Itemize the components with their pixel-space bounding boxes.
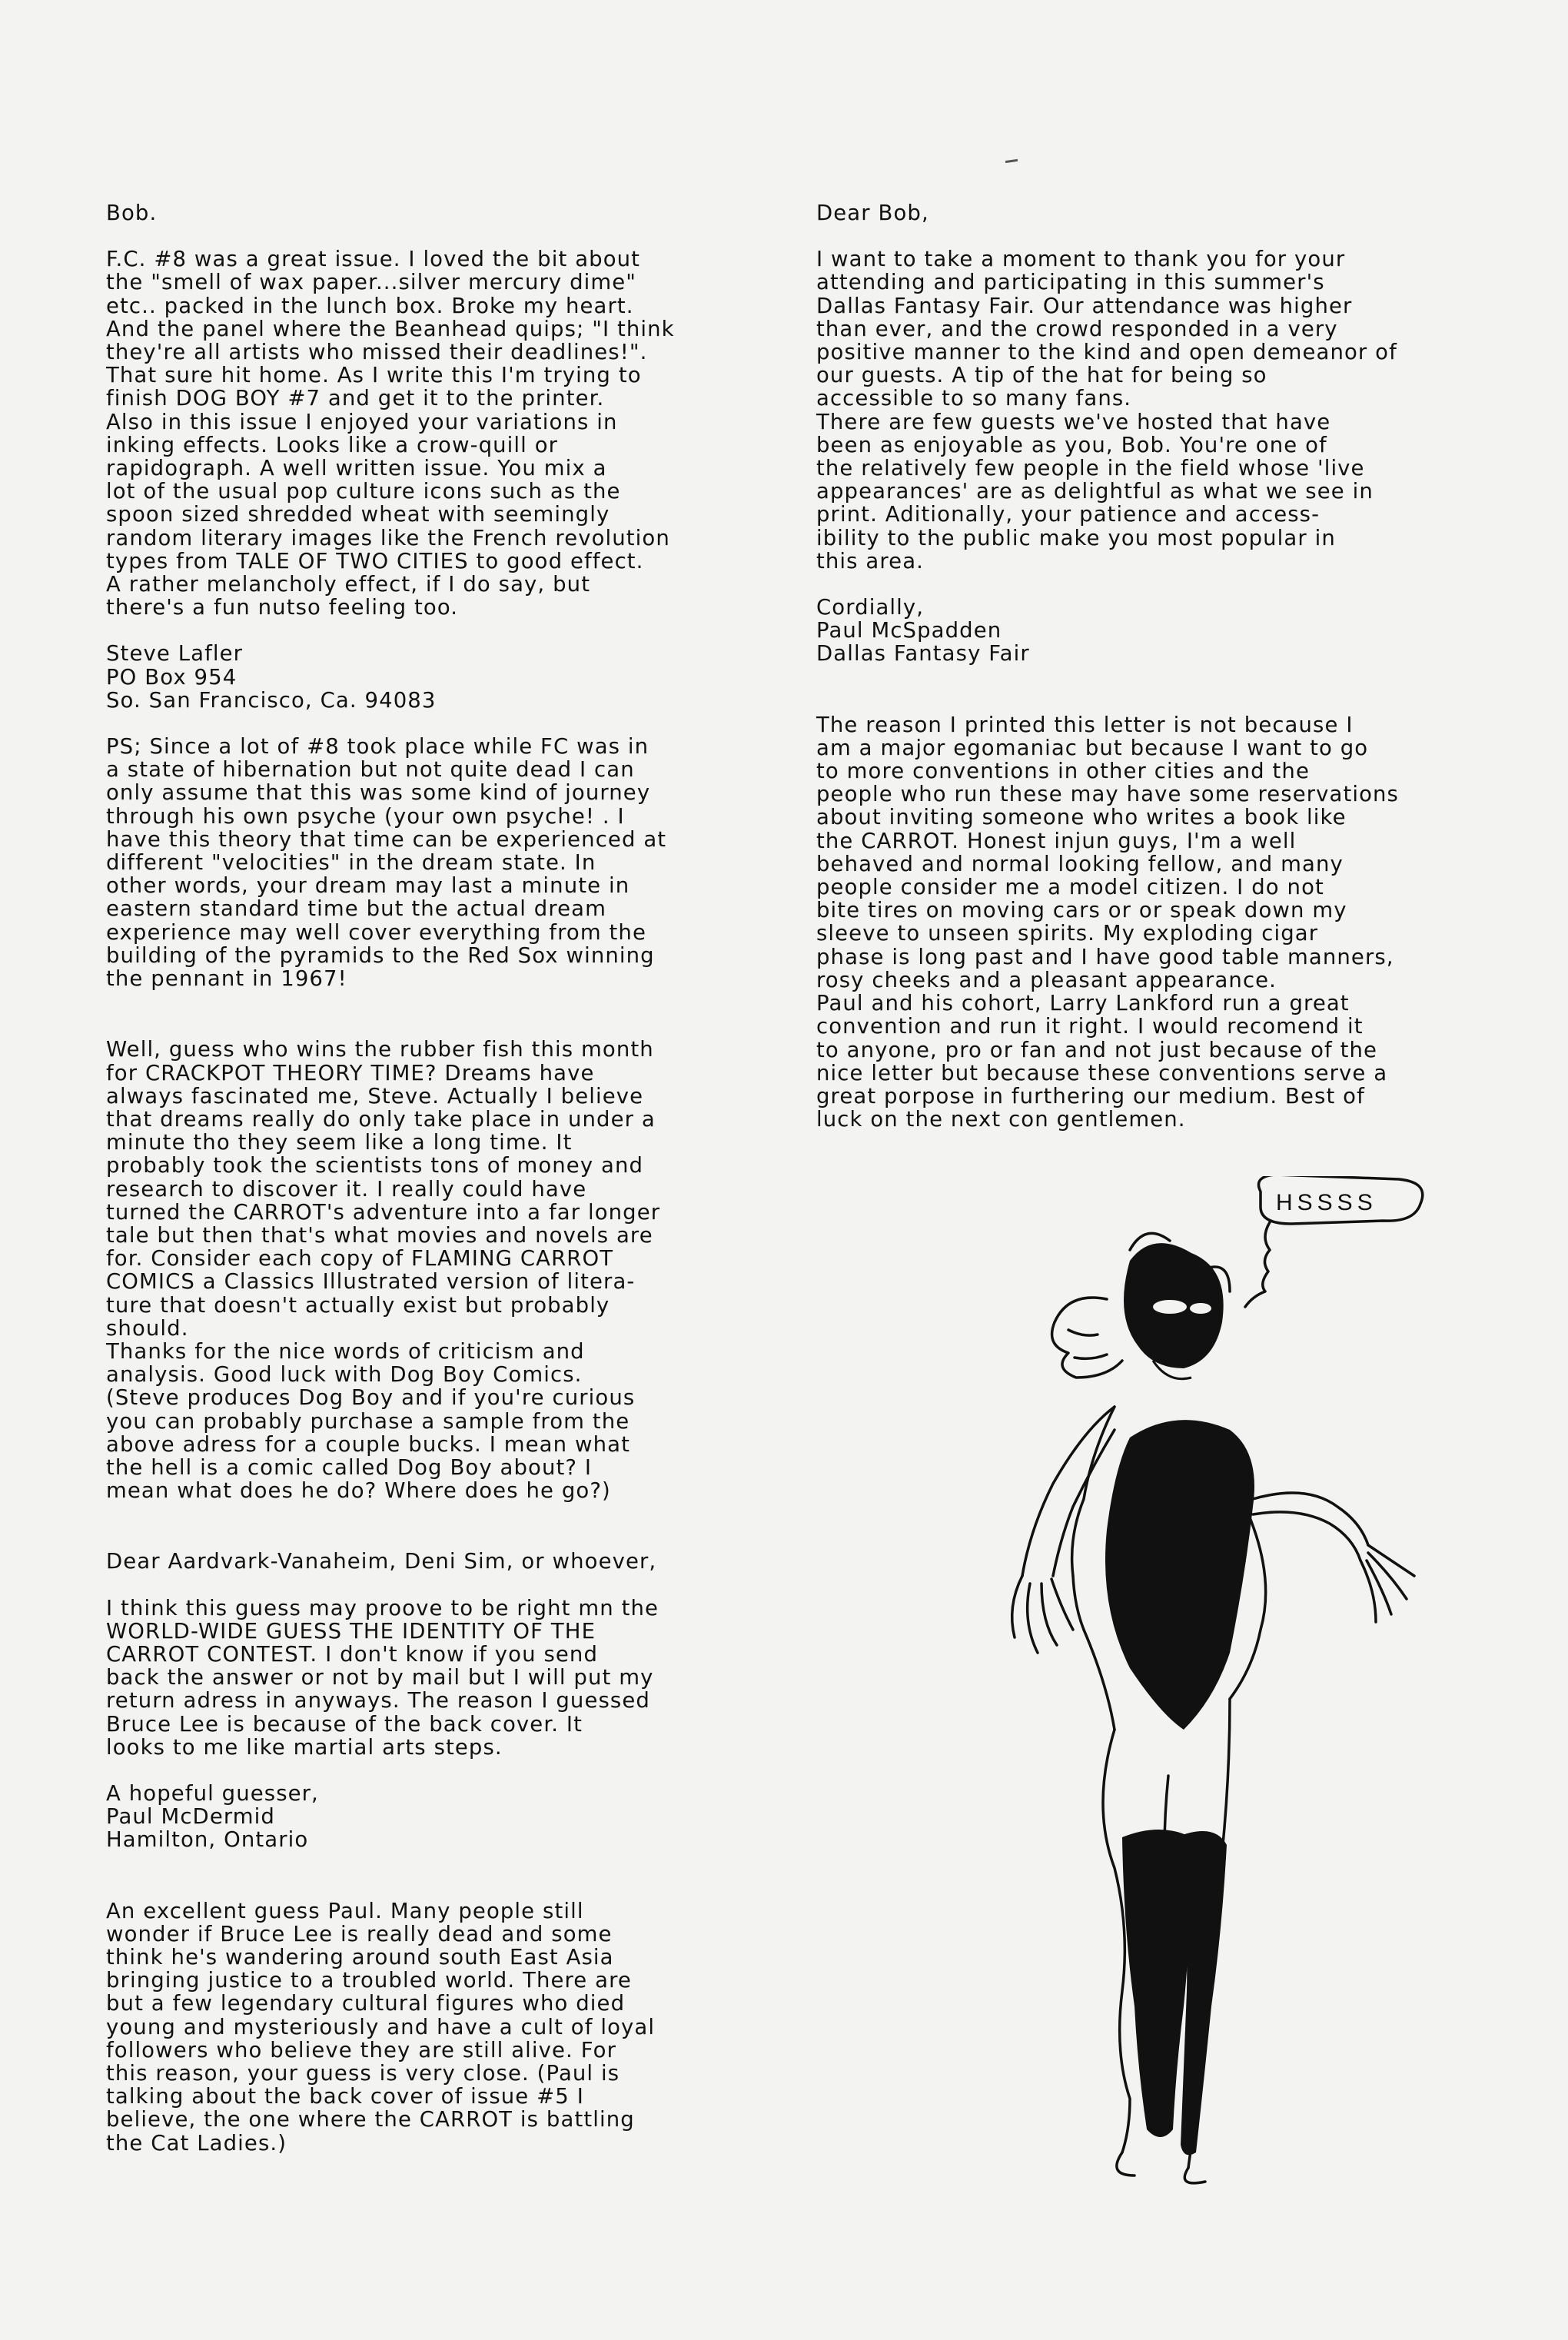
text-line: minute tho they seem like a long time. It [106,1130,573,1155]
signature [106,1782,736,1852]
text-line: always fascinated me, Steve. Actually I believe [106,1083,644,1109]
text-line: tale but then that's what movies and novels are [106,1222,653,1248]
text-line: but a few legendary cultural figures who died [106,1991,626,2016]
text-line: types from TALE OF TWO CITIES to good effect. [106,548,644,573]
salutation: Dear Aardvark-Vanaheim, Deni Sim, or whoever, [106,1549,657,1574]
text-line: research to discover it. I really could have [106,1176,587,1202]
text-line: think he's wandering around south East Asia [106,1945,614,1969]
text-line: people consider me a model citizen. I do not [816,875,1324,900]
text-line: been as enjoyable as you, Bob. You're one of [816,432,1327,457]
text-line: print. Aditionally, your patience and access- [816,502,1321,527]
text-line: nice letter but because these conventions serve a [816,1060,1388,1085]
text-line: random literary images like the French revolution [106,525,670,550]
right-column [816,201,1447,1131]
text-line: our guests. A tip of the hat for being so [816,363,1267,388]
text-line: back the answer or not by mail but I will put my [106,1665,654,1690]
text-line: wonder if Bruce Lee is really dead and some [106,1921,613,1946]
text-line: rosy cheeks and a pleasant appearance. [816,967,1277,992]
text-line: convention and run it right. I would recomend it [816,1014,1364,1039]
text-line: ibility to the public make you most popular in [816,525,1336,550]
text-line: through his own psyche (your own psyche! . I [106,803,625,829]
signature-line: PO Box 954 [106,664,238,690]
text-line: positive manner to the kind and open demeanor of [816,340,1397,365]
text-line: Paul and his cohort, Larry Lankford run a great [816,991,1350,1016]
text-line: believe, the one where the CARROT is battling [106,2107,635,2132]
text-line: followers who believe they are still alive. For [106,2037,617,2062]
text-line: talking about the back cover of issue #5 I [106,2084,584,2109]
stray-mark [1005,159,1018,163]
text-line: WORLD-WIDE GUESS THE IDENTITY OF THE [106,1618,596,1644]
text-line: Dallas Fantasy Fair. Our attendance was higher [816,293,1353,318]
text-line: bringing justice to a troubled world. There are [106,1968,632,1993]
letter-body [106,1597,736,1759]
text-line: sleeve to unseen spirits. My exploding cigar [816,921,1319,946]
text-line: A rather melancholy effect, if I do say, but [106,572,591,597]
reply-conventions [816,713,1447,1132]
text-line: than ever, and the crowd responded in a very [816,316,1338,341]
text-line: phase is long past and I have good table manners, [816,944,1394,969]
speech-bubble-tail [1245,1222,1270,1307]
letter-body [106,248,736,619]
letter-steve-lafler [106,201,736,990]
text-line: rapidograph. A well written issue. You mix a [106,456,607,481]
text-line: turned the CARROT's adventure into a far longer [106,1199,661,1225]
cat-lady-figure-icon [999,1176,1430,2191]
salutation: Bob. [106,201,158,225]
text-line: that dreams really do only take place in under a [106,1106,656,1132]
text-line: mean what does he do? Where does he go?) [106,1478,611,1504]
text-line: only assume that this was some kind of journey [106,780,651,806]
text-line: Well, guess who wins the rubber fish this month [106,1037,654,1062]
salutation: Dear Bob, [816,201,929,225]
text-line: I think this guess may proove to be right mn the [106,1595,659,1620]
left-column [106,201,736,2155]
letter-paul-mcdermid [106,1550,736,1851]
text-line: for CRACKPOT THEORY TIME? Dreams have [106,1060,595,1085]
text-line: am a major egomaniac but because I want to go [816,735,1369,760]
text-line: etc.. packed in the lunch box. Broke my heart. [106,293,634,318]
text-line: should. [106,1315,189,1341]
text-line: looks to me like martial arts steps. [106,1734,503,1760]
text-line: different "velocities" in the dream state. In [106,850,596,876]
cat-lady-illustration [999,1176,1430,2191]
text-line: the hell is a comic called Dog Boy about? I [106,1454,593,1480]
signature-line: Paul McSpadden [816,618,1002,643]
text-line: probably took the scientists tons of money and [106,1153,644,1178]
text-line: for. Consider each copy of FLAMING CARROT [106,1246,614,1271]
signature-line: Hamilton, Ontario [106,1827,309,1853]
text-line: appearances' are as delightful as what we see in [816,479,1374,504]
text-line: I want to take a moment to thank you for your [816,247,1346,272]
text-line: have this theory that time can be experienced at [106,826,667,852]
text-line: other words, your dream may last a minute in [106,873,630,899]
text-line: there's a fun nutso feeling too. [106,595,459,620]
text-line: F.C. #8 was a great issue. I loved the bit about [106,247,641,272]
text-line: this reason, your guess is very close. (Paul is [106,2061,620,2086]
text-line: about inviting someone who writes a book like [816,805,1347,830]
text-line: And the panel where the Beanhead quips; "I think [106,316,675,341]
text-line: CARROT CONTEST. I don't know if you send [106,1641,599,1667]
signature-line: Dallas Fantasy Fair [816,641,1030,666]
text-line: The reason I printed this letter is not because I [816,712,1354,737]
text-line: a state of hibernation but not quite dead I can [106,757,635,783]
text-line: the "smell of wax paper...silver mercury dime" [106,270,637,295]
text-line: bite tires on moving cars or or speak down my [816,898,1347,923]
text-line: inking effects. Looks like a crow-quill or [106,432,559,457]
text-line: above adress for a couple bucks. I mean what [106,1431,630,1457]
text-line: That sure hit home. As I write this I'm trying to [106,363,642,388]
text-line: (Steve produces Dog Boy and if you're curious [106,1385,636,1411]
signature-line: Steve Lafler [106,641,244,666]
text-line: Bruce Lee is because of the back cover. It [106,1711,583,1737]
text-line: COMICS a Classics Illustrated version of litera- [106,1269,636,1295]
text-line: finish DOG BOY #7 and get it to the printer. [106,386,605,411]
signature-line: So. San Francisco, Ca. 94083 [106,687,437,713]
signature [816,596,1447,666]
speech-bubble-text: HSSSS [1276,1190,1377,1215]
text-line: spoon sized shredded wheat with seemingly [106,502,610,527]
text-line: There are few guests we've hosted that have [816,409,1331,434]
text-line: young and mysteriously and have a cult of loyal [106,2014,656,2039]
text-line: the CARROT. Honest injun guys, I'm a well [816,828,1297,853]
text-line: this area. [816,548,924,573]
text-line: eastern standard time but the actual dream [106,896,606,922]
text-line: building of the pyramids to the Red Sox winning [106,942,655,968]
text-line: experience may well cover everything from the [106,919,646,945]
text-line: Thanks for the nice words of criticism and [106,1338,585,1364]
text-line: PS; Since a lot of #8 took place while FC was in [106,734,649,760]
reply-crackpot-theory [106,1038,736,1502]
signature-line: A hopeful guesser, [106,1780,319,1806]
text-line: the relatively few people in the field whose 'live [816,456,1365,481]
text-line: great porpose in furthering our medium. Best of [816,1083,1365,1109]
text-line: to anyone, pro or fan and not just because of the [816,1037,1378,1062]
letter-paul-mcspadden [816,201,1447,666]
text-line: accessible to so many fans. [816,386,1132,411]
reply-bruce-lee [106,1900,736,2155]
text-line: they're all artists who missed their deadlines!". [106,340,648,365]
text-line: analysis. Good luck with Dog Boy Comics. [106,1362,583,1388]
text-line: people who run these may have some reservations [816,782,1399,807]
text-line: you can probably purchase a sample from the [106,1408,630,1434]
text-line: attending and participating in this summer's [816,270,1325,295]
text-line: An excellent guess Paul. Many people still [106,1898,584,1923]
text-line: the Cat Ladies.) [106,2130,287,2156]
text-line: lot of the usual pop culture icons such as the [106,479,621,504]
text-line: return adress in anyways. The reason I guessed [106,1688,650,1713]
signature [106,642,736,712]
signature-line: Paul McDermid [106,1804,275,1830]
text-line: luck on the next con gentlemen. [816,1107,1186,1132]
text-line: ture that doesn't actually exist but probably [106,1292,610,1318]
postscript [106,735,736,990]
text-line: behaved and normal looking fellow, and many [816,851,1344,876]
signature-line: Cordially, [816,595,925,620]
text-line: Also in this issue I enjoyed your variations in [106,409,618,434]
text-line: to more conventions in other cities and the [816,759,1310,784]
letter-body [816,248,1447,573]
text-line: the pennant in 1967! [106,966,347,992]
